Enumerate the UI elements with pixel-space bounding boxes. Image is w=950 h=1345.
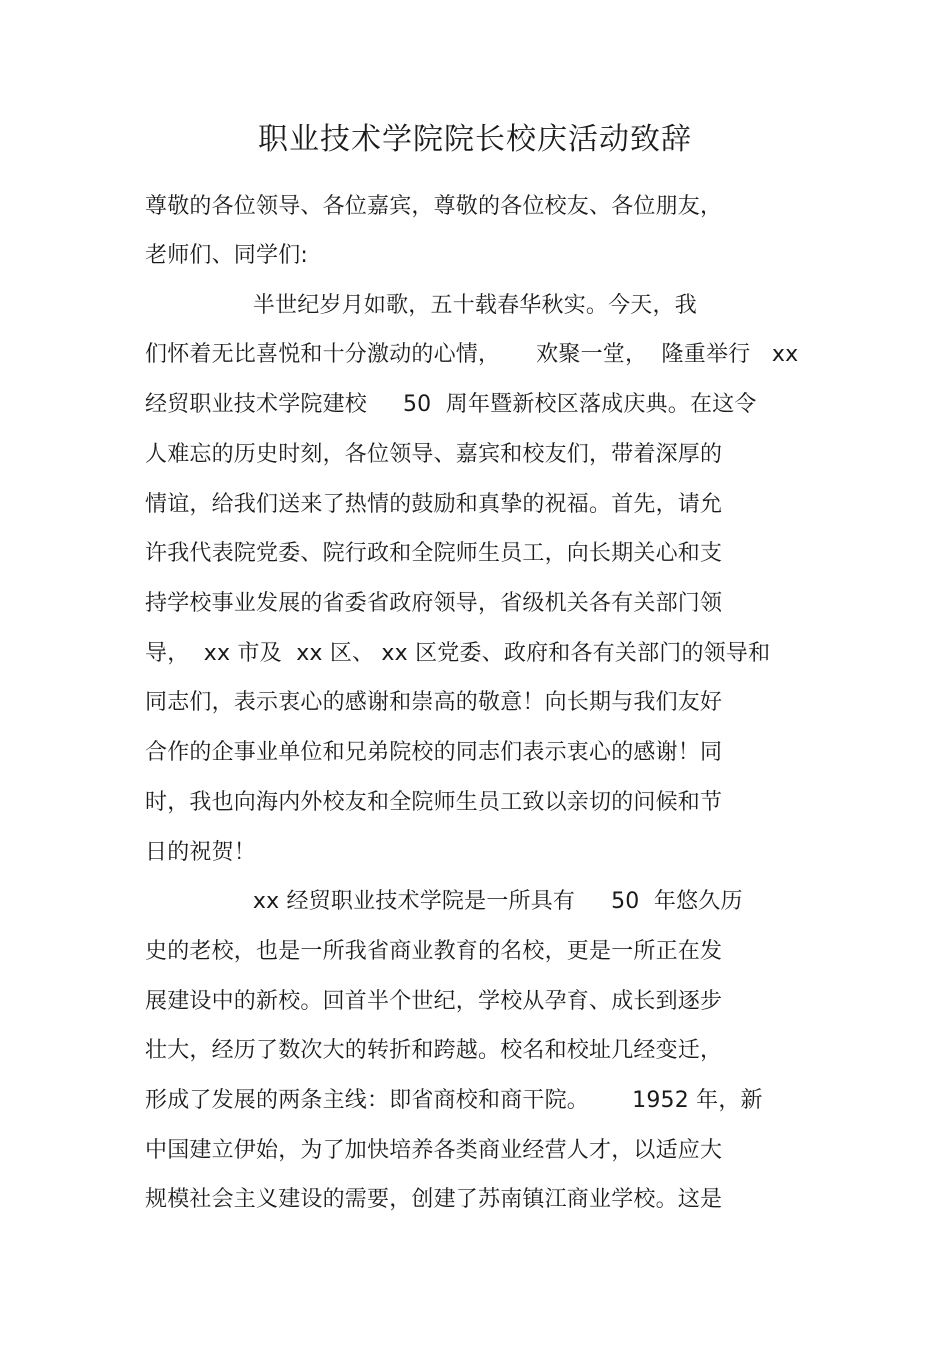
text-line: 中国建立伊始，为了加快培养各类商业经营人才，以适应大 [145, 1138, 723, 1163]
text-line: 持学校事业发展的省委省政府领导，省级机关各有关部门领 [145, 591, 723, 616]
text-line: 日的祝贺！ [145, 840, 257, 865]
text-line: 史的老校，也是一所我省商业教育的名校，更是一所正在发 [145, 939, 723, 964]
text-line: 形成了发展的两条主线：即省商校和商干院。 1952 年，新 [145, 1088, 763, 1113]
text-line: 时，我也向海内外校友和全院师生员工致以亲切的问候和节 [145, 790, 723, 815]
text-line: 经贸职业技术学院建校 50 周年暨新校区落成庆典。在这令 [145, 392, 757, 417]
text-line: xx 经贸职业技术学院是一所具有 50 年悠久历 [145, 889, 743, 914]
text-line: 合作的企事业单位和兄弟院校的同志们表示衷心的感谢！同 [145, 740, 723, 765]
text-line: 同志们，表示衷心的感谢和崇高的敬意！向长期与我们友好 [145, 690, 723, 715]
text-line: 导， xx 市及 xx 区、 xx 区党委、政府和各有关部门的领导和 [145, 641, 771, 666]
text-line: 半世纪岁月如歌，五十载春华秋实。今天，我 [145, 293, 697, 318]
text-line: 老师们、同学们: [145, 243, 309, 268]
text-line: 许我代表院党委、院行政和全院师生员工，向长期关心和支 [145, 541, 723, 566]
document-title: 职业技术学院院长校庆活动致辞 [258, 122, 692, 157]
text-line: 尊敬的各位领导、各位嘉宾，尊敬的各位校友、各位朋友， [145, 194, 723, 219]
text-line: 展建设中的新校。回首半个世纪，学校从孕育、成长到逐步 [145, 989, 723, 1014]
text-line: 人难忘的历史时刻，各位领导、嘉宾和校友们，带着深厚的 [145, 442, 723, 467]
text-line: 壮大，经历了数次大的转折和跨越。校名和校址几经变迁， [145, 1038, 723, 1063]
text-line: 情谊，给我们送来了热情的鼓励和真挚的祝福。首先，请允 [145, 492, 723, 517]
text-line: 们怀着无比喜悦和十分激动的心情， 欢聚一堂， 隆重举行 xx [145, 342, 799, 367]
text-line: 规模社会主义建设的需要，创建了苏南镇江商业学校。这是 [145, 1187, 723, 1212]
